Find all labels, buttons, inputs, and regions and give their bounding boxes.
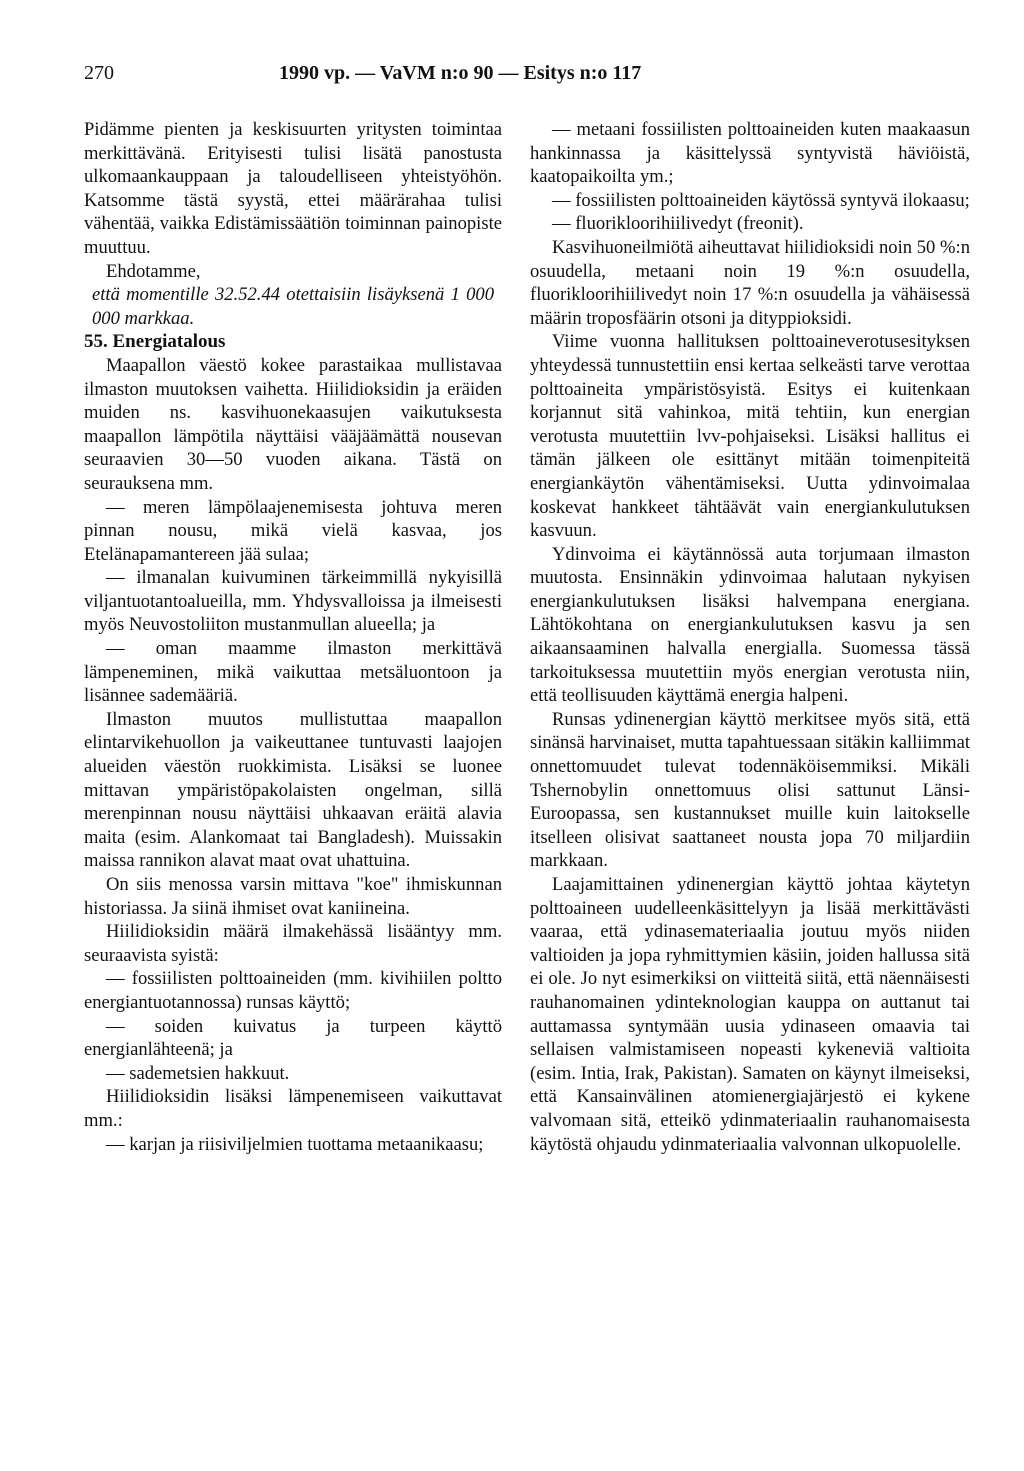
dash-item: — fluorikloorihiilivedyt (freonit). [552, 213, 804, 235]
dash-item: — sademetsien hakkuut. [106, 1062, 290, 1084]
left-column [84, 118, 502, 1156]
page-number: 270 [84, 62, 114, 84]
paragraph: Viime vuonna hallituksen polttoaineverotusesityksen yhteydessä tunnustettiin ensi kertaa selkeästi tarve verottaa polttoaineita ympäristösyistä. Esitys ei kuitenkaan korjannut sitä vahinkoa, mitä tehtiin, kun energian verotusta muutettiin lvv-pohjaiseksi. Lisäksi hallitus ei tämän jälkeen ole esittänyt mitään toimenpiteitä energiankäytön vähentämiseksi. Uutta ydinvoimalaa koskevat hankkeet tähtäävät vain energiankulutuksen kasvuun. [530, 331, 970, 542]
paragraph: On siis menossa varsin mittava "koe" ihmiskunnan historiassa. Ja siinä ihmiset ovat kaniineina. [84, 874, 502, 919]
dash-item: — soiden kuivatus ja turpeen käyttö energianlähteenä; ja [84, 1015, 502, 1061]
dash-item: — meren lämpölaajenemisesta johtuva meren pinnan nousu, mikä vielä kasvaa, jos Etelänapamantereen jää sulaa; [84, 496, 502, 565]
paragraph: Laajamittainen ydinenergian käyttö johtaa käytetyn polttoaineen uudelleenkäsittelyyn ja lisää merkittävästi vaaraa, että ydinasemateriaalia joutuu myös niiden valtioiden ja jopa ryhmittymien käsiin, joiden hallussa sitä ei ole. Jo nyt esimerkiksi on viitteitä siitä, että näennäisesti rauhanomainen ydinteknologian kauppa on auttanut tai auttamassa syntymään uusia ydinaseen omaavia tai sellaisen valmistamiseen nopeasti kykeneviä valtioita (esim. Intia, Irak, Pakistan). Samaten on käynyt ilmeiseksi, että Kansainvälinen atomienergiajärjestö ei kykene valvomaan sitä, etteikö ydinmateriaalin rauhanomaisesta käytöstä ohjaudu ydinmateriaalia valvonnan ulkopuolelle. [530, 874, 970, 1155]
paragraph: Runsas ydinenergian käyttö merkitsee myös sitä, että sinänsä harvinaiset, mutta tapahtuessaan sitäkin kalliimmat onnettomuudet tulevat todennäköisemmiksi. Mikäli Tshernobylin onnettomuus olisi sattunut Länsi-Euroopassa, sen kustannukset muille kuin laitokselle itselleen olisivat saattaneet nousta jopa 70 miljardiin markkaan. [530, 708, 970, 872]
section-heading: 55. Energiatalous [84, 331, 226, 353]
paragraph: Kasvihuoneilmiötä aiheuttavat hiilidioksidi noin 50 %:n osuudella, metaani noin 19 %:n osuudella, fluorikloorihiilivedyt noin 17 %:n osuudella ja vähäisessä määrin troposfäärin otsoni ja dityppioksidi. [530, 236, 970, 329]
proposal-lead: Ehdotamme, [106, 260, 201, 282]
paragraph: Maapallon väestö kokee parastaikaa mullistavaa ilmaston muutoksen vaihetta. Hiilidioksidin ja eräiden muiden ns. kasvihuonekaasujen vaikutuksesta maapallon lämpötila näyttäisi vääjäämättä nousevan seuraavien 30—50 vuoden aikana. Tästä on seurauksena mm. [84, 354, 502, 494]
dash-item: — oman maamme ilmaston merkittävä lämpeneminen, mikä vaikuttaa metsäluontoon ja lisännee sademääriä. [84, 638, 502, 707]
page-header [84, 62, 964, 90]
intro-paragraph: Pidämme pienten ja keskisuurten yritysten toimintaa merkittävänä. Erityisesti tulisi lisätä panostusta ulkomaankauppaan ja taloudelliseen yhteistyöhön. Katsomme tästä syystä, ettei määrärahaa tulisi vähentää, vaikka Edistämissäätiön toiminnan painopiste muuttuu. [84, 119, 502, 258]
dash-item: — fossiilisten polttoaineiden (mm. kivihiilen poltto energiantuotannossa) runsas käyttö; [84, 968, 502, 1013]
running-head: 1990 vp. — VaVM n:o 90 — Esitys n:o 117 [279, 62, 642, 84]
paragraph: Hiilidioksidin lisäksi lämpenemiseen vaikuttavat mm.: [84, 1086, 502, 1131]
right-column [530, 118, 970, 1156]
paragraph: Ydinvoima ei käytännössä auta torjumaan ilmaston muutosta. Ensinnäkin ydinvoimaa halutaan nykyisen energiankulutuksen lisäksi halvempana energiana. Lähtökohtana on energiankulutuksen kasvu ja sen aikaansaaminen halvalla energialla. Suomessa tässä tarkoituksessa muutettiin myös energian verotusta niin, että teollisuuden käyttämä energia halpeni. [530, 543, 970, 707]
dash-item: — metaani fossiilisten polttoaineiden kuten maakaasun hankinnassa ja käsittelyssä syntyvistä häviöistä, kaatopaikoilta ym.; [530, 119, 970, 188]
paragraph: Hiilidioksidin määrä ilmakehässä lisääntyy mm. seuraavista syistä: [84, 921, 502, 966]
paragraph: Ilmaston muutos mullistuttaa maapallon elintarvikehuollon ja vaikeuttanee tuntuvasti laajojen alueiden väestön ruokkimista. Lisäksi se luonee mittavan ympäristöpakolaisten ongelman, sillä merenpinnan nousu näyttäisi uhkaavan eräitä alavia maita (esim. Alankomaat tai Bangladesh). Muissakin maissa rannikon alavat maat ovat uhattuina. [84, 708, 502, 872]
proposal-statement: että momentille 32.52.44 otettaisiin lisäyksenä 1 000 000 markkaa. [92, 284, 494, 329]
dash-item: — ilmanalan kuivuminen tärkeimmillä nykyisillä viljantuotantoalueilla, mm. Yhdysvalloissa ja ilmeisesti myös Neuvostoliiton mustanmullan alueella; ja [84, 567, 502, 636]
dash-item: — fossiilisten polttoaineiden käytössä syntyvä ilokaasu; [552, 189, 970, 211]
dash-item: — karjan ja riisiviljelmien tuottama metaanikaasu; [106, 1133, 484, 1155]
